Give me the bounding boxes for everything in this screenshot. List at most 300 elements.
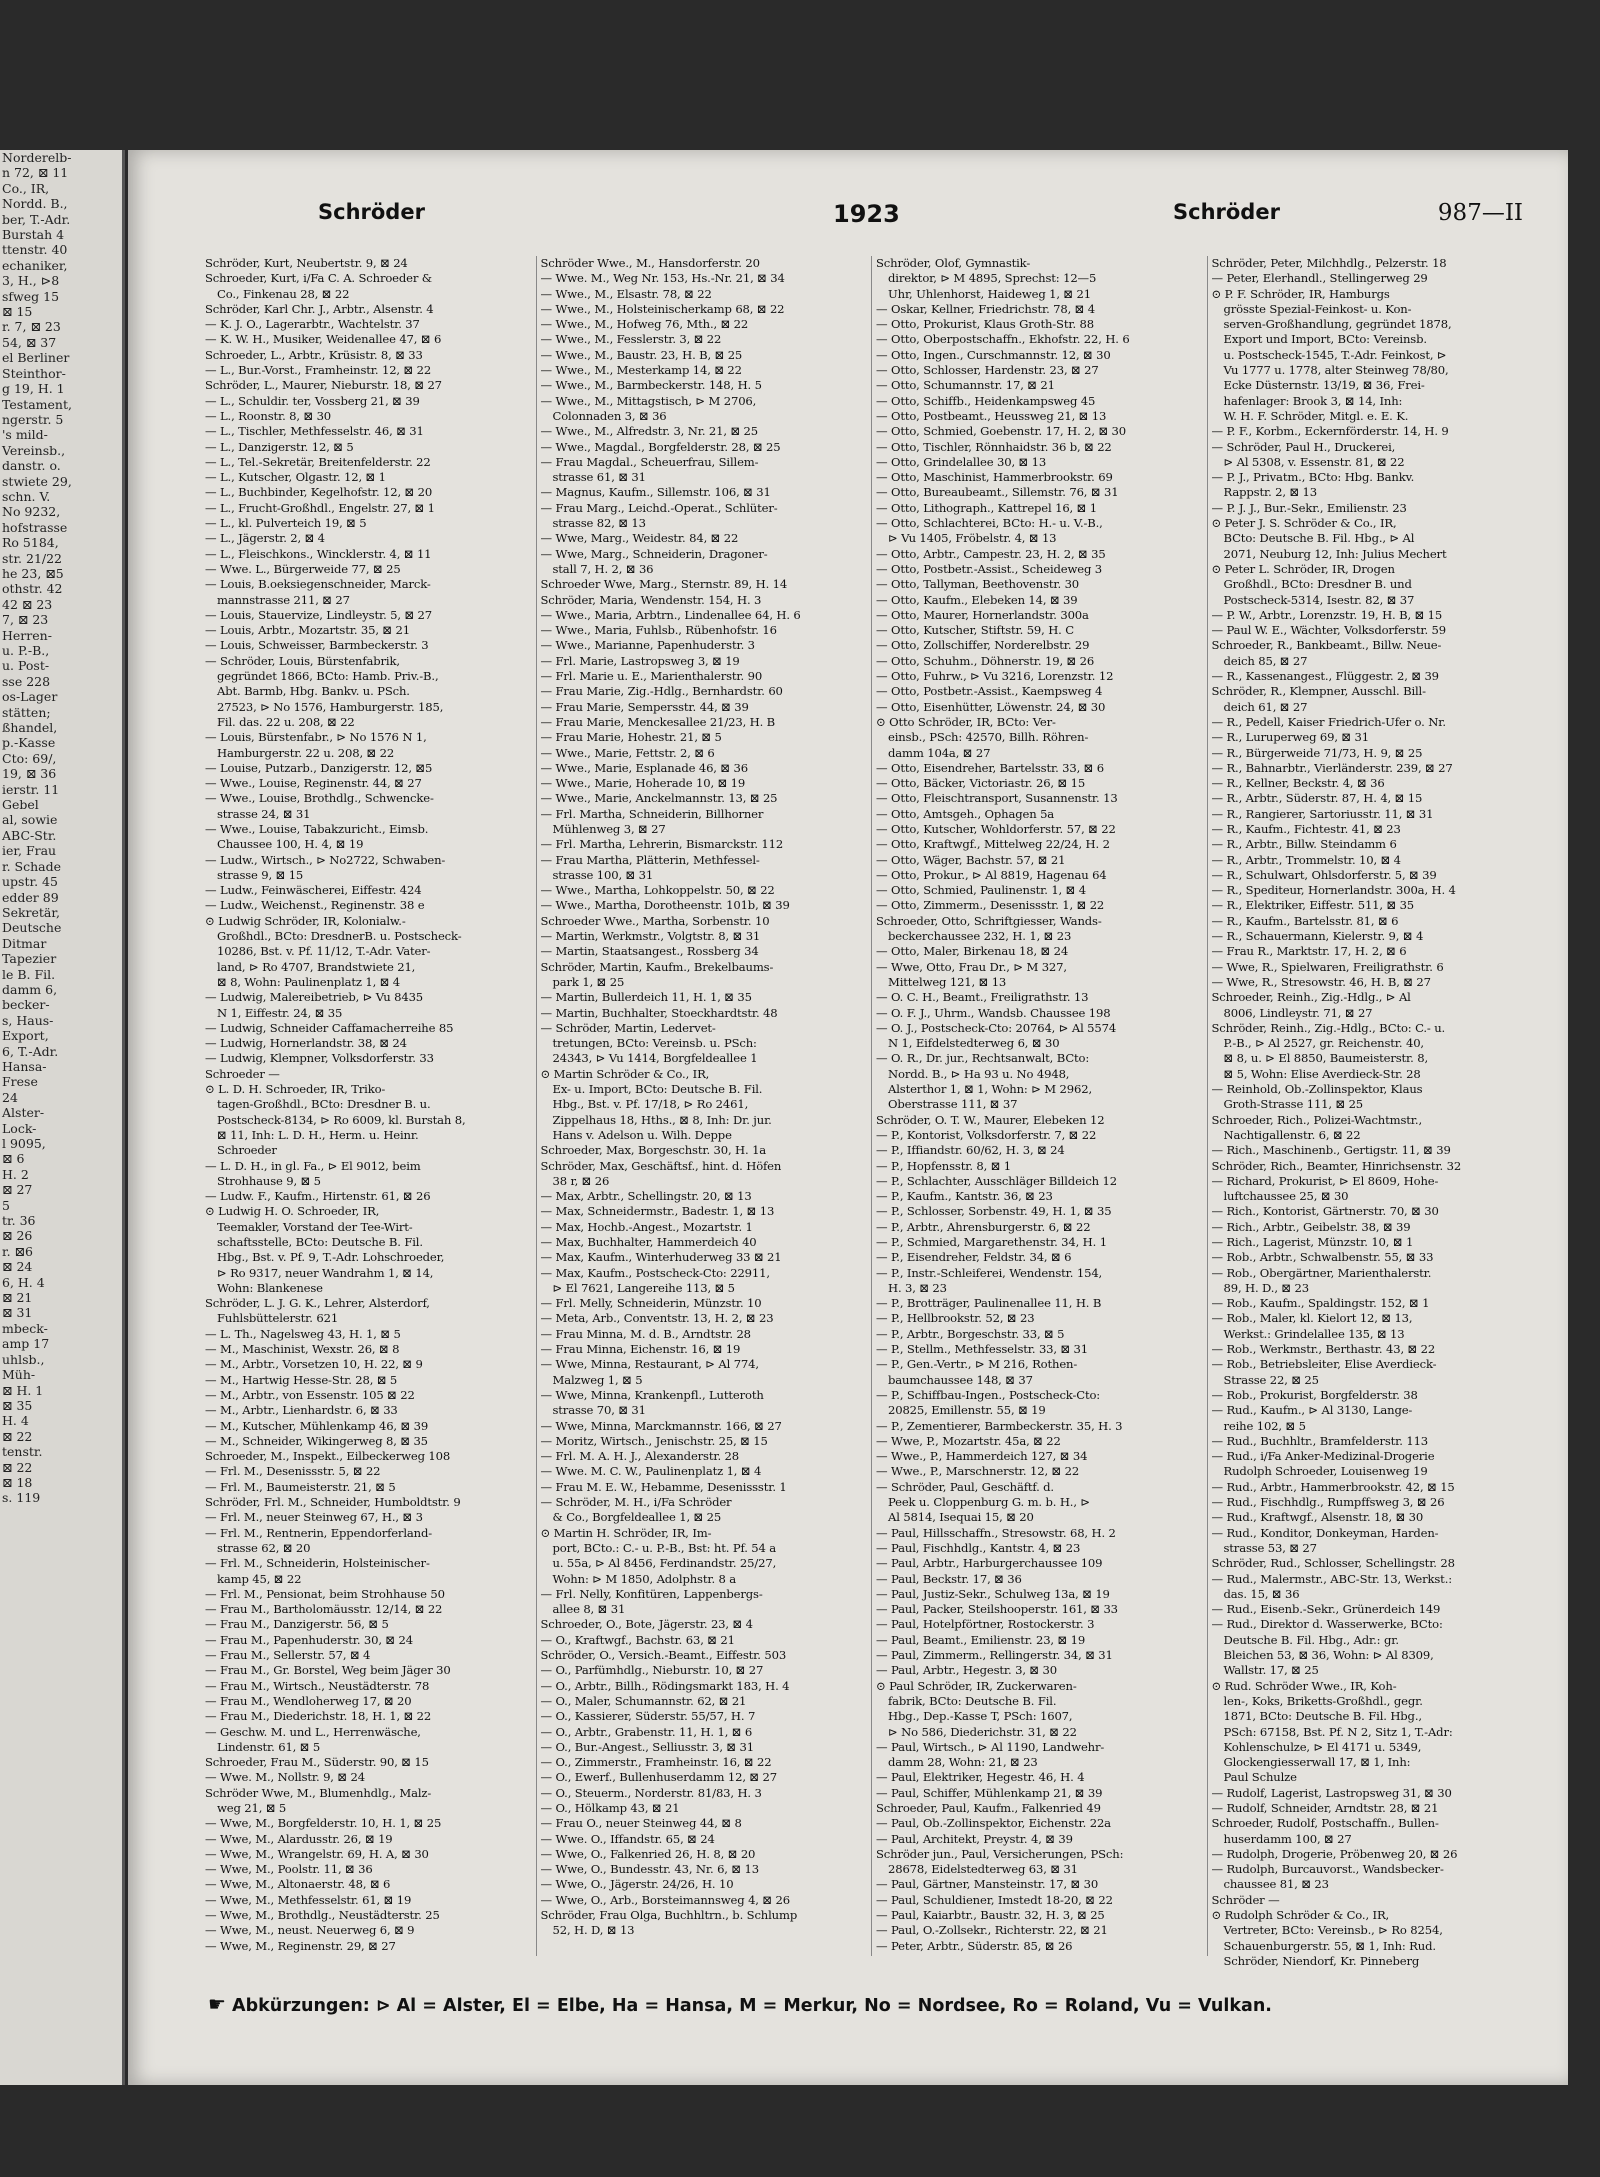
directory-entry-line: — Rud., Direktor d. Wasserwerke, BCto: bbox=[1211, 1617, 1443, 1632]
directory-entry-line: stall 7, H. 2, ⊠ 36 bbox=[552, 561, 654, 576]
directory-entry-line: — Frau O., neuer Steinweg 44, ⊠ 8 bbox=[540, 1816, 742, 1831]
directory-entry-line: — Rud., Malermstr., ABC-Str. 13, Werkst.: bbox=[1211, 1571, 1452, 1586]
directory-entry-line: — Paul, Justiz-Sekr., Schulweg 13a, ⊠ 19 bbox=[876, 1586, 1110, 1601]
directory-entry-line: — Rudolf, Schneider, Arndtstr. 28, ⊠ 21 bbox=[1211, 1800, 1439, 1815]
directory-entry-line: — Magnus, Kaufm., Sillemstr. 106, ⊠ 31 bbox=[540, 485, 771, 500]
previous-page-line: Steinthor- bbox=[2, 365, 66, 381]
directory-entry-line: — Meta, Arb., Conventstr. 13, H. 2, ⊠ 23 bbox=[540, 1311, 774, 1326]
directory-entry-line: ⊳ Vu 1405, Fröbelstr. 4, ⊠ 13 bbox=[888, 531, 1057, 546]
directory-entry-line: Postscheck-5314, Isestr. 82, ⊠ 37 bbox=[1223, 592, 1415, 607]
previous-page-line: ⊠ 35 bbox=[2, 1397, 33, 1413]
directory-entry-line: — Rob., Kaufm., Spaldingstr. 152, ⊠ 1 bbox=[1211, 1296, 1430, 1311]
directory-entry-line: — Frau M., Bartholomäusstr. 12/14, ⊠ 22 bbox=[205, 1602, 443, 1617]
directory-entry-line: Schroeder Wwe, Marg., Sternstr. 89, H. 14 bbox=[540, 577, 788, 592]
previous-page-line: 19, ⊠ 36 bbox=[2, 766, 57, 782]
directory-entry-line: — Paul, Wirtsch., ⊳ Al 1190, Landwehr- bbox=[876, 1739, 1105, 1754]
directory-entry-line: — R., Bahnarbtr., Vierländerstr. 239, ⊠ 27 bbox=[1211, 760, 1453, 775]
directory-entry-line: Abt. Barmb, Hbg. Bankv. u. PSch. bbox=[217, 684, 410, 699]
directory-entry-line: schaftsstelle, BCto: Deutsche B. Fil. bbox=[217, 1235, 423, 1249]
directory-entry-line: Großhdl., BCto: DresdnerB. u. Postscheck- bbox=[217, 929, 462, 944]
directory-entry-line: — Otto, Schmied, Paulinenstr. 1, ⊠ 4 bbox=[876, 883, 1086, 898]
directory-entry-line: ⊙ Rudolph Schröder & Co., IR, bbox=[1211, 1908, 1390, 1923]
directory-entry-line: — Wwe., M., Alfredstr. 3, Nr. 21, ⊠ 25 bbox=[540, 424, 759, 439]
directory-entry-line: — Louise, Putzarb., Danzigerstr. 12, ⊠5 bbox=[205, 760, 433, 775]
previous-page-line: amp 17 bbox=[2, 1336, 50, 1352]
directory-entry-line: Schroeder, L., Arbtr., Krüsistr. 8, ⊠ 33 bbox=[205, 347, 423, 362]
directory-entry-line: — Max, Kaufm., Winterhuderweg 33 ⊠ 21 bbox=[540, 1250, 782, 1265]
directory-entry-line: — Wwe, O., Bundesstr. 43, Nr. 6, ⊠ 13 bbox=[540, 1862, 759, 1877]
previous-page-line: Nordd. B., bbox=[2, 196, 68, 212]
directory-entry-line: Chaussee 100, H. 4, ⊠ 19 bbox=[217, 837, 364, 852]
previous-page-line: l 9095, bbox=[2, 1136, 46, 1151]
directory-entry-line: Schroeder, Frau M., Süderstr. 90, ⊠ 15 bbox=[205, 1755, 429, 1770]
directory-entry-line: — P., Kontorist, Volksdorferstr. 7, ⊠ 22 bbox=[876, 1127, 1097, 1142]
directory-entry-line: — Max, Arbtr., Schellingstr. 20, ⊠ 13 bbox=[540, 1189, 752, 1204]
directory-entry-line: — Rob., Arbtr., Schwalbenstr. 55, ⊠ 33 bbox=[1211, 1250, 1434, 1265]
previous-page-line: ⊠ 31 bbox=[2, 1305, 33, 1321]
directory-entry-line: Uhr, Uhlenhorst, Haideweg 1, ⊠ 21 bbox=[888, 286, 1091, 301]
directory-entry-line: Paul Schulze bbox=[1223, 1770, 1297, 1785]
page-number: 987—II bbox=[1437, 200, 1523, 226]
directory-entry-line: Schroeder, Rich., Polizei-Wachtmstr., bbox=[1211, 1112, 1422, 1127]
directory-entry-line: — L. Th., Nagelsweg 43, H. 1, ⊠ 5 bbox=[205, 1326, 401, 1341]
directory-entry-line: — Frau M., Gr. Borstel, Weg beim Jäger 30 bbox=[205, 1663, 451, 1678]
directory-entry-line: — Max, Hochb.-Angest., Mozartstr. 1 bbox=[540, 1219, 753, 1234]
directory-entry-line: — Otto, Maschinist, Hammerbrookstr. 69 bbox=[876, 470, 1113, 485]
directory-entry-line: — Wwe, Otto, Frau Dr., ⊳ M 327, bbox=[876, 959, 1067, 974]
previous-page-line: 3, H., ⊳8 bbox=[2, 273, 60, 289]
directory-entry-line: P.-B., ⊳ Al 2527, gr. Reichenstr. 40, bbox=[1223, 1036, 1424, 1051]
directory-entry-line: ⊠ 11, Inh: L. D. H., Herm. u. Heinr. bbox=[217, 1127, 419, 1142]
directory-entry-line: Schroeder, Kurt, i/Fa C. A. Schroeder & bbox=[205, 271, 432, 286]
directory-entry-line: Schröder, Karl Chr. J., Arbtr., Alsenstr. 4 bbox=[205, 301, 434, 316]
directory-entry-line: PSch: 67158, Bst. Pf. N 2, Sitz 1, T.-Adr: bbox=[1223, 1724, 1453, 1739]
directory-entry-line: — Otto, Kutscher, Stiftstr. 59, H. C bbox=[876, 623, 1074, 638]
directory-entry-line: Export und Import, BCto: Vereinsb. bbox=[1223, 332, 1427, 347]
directory-entry-line: — Otto, Maler, Birkenau 18, ⊠ 24 bbox=[876, 944, 1069, 959]
directory-entry-line: — Rud., Buchhltr., Bramfelderstr. 113 bbox=[1211, 1433, 1429, 1448]
directory-entry-line: — M., Hartwig Hesse-Str. 28, ⊠ 5 bbox=[205, 1372, 398, 1387]
directory-entry-line: — Otto, Prokur., ⊳ Al 8819, Hagenau 64 bbox=[876, 867, 1107, 882]
directory-entry-line: — Paul, Hillsschaffn., Stresowstr. 68, H. 2 bbox=[876, 1525, 1116, 1540]
directory-entry-line: — Wwe, O., Jägerstr. 24/26, H. 10 bbox=[540, 1877, 734, 1892]
previous-page-line: Ditmar bbox=[2, 935, 47, 951]
directory-entry-line: — L., Danzigerstr. 12, ⊠ 5 bbox=[205, 439, 354, 454]
directory-entry-line: — Frau Magdal., Scheuerfrau, Sillem- bbox=[540, 454, 759, 469]
directory-entry-line: Hbg., Dep.-Kasse T, PSch: 1607, bbox=[888, 1709, 1073, 1724]
directory-entry-line: — Martin, Werkmstr., Volgtstr. 8, ⊠ 31 bbox=[540, 929, 761, 944]
directory-entry-line: — Wwe., Marie, Hoherade 10, ⊠ 19 bbox=[540, 776, 746, 791]
directory-entry-line: Schröder Wwe., M., Hansdorferstr. 20 bbox=[540, 256, 760, 270]
directory-entry-line: serven-Großhandlung, gegründet 1878, bbox=[1223, 317, 1452, 332]
previous-page-line: 54, ⊠ 37 bbox=[2, 334, 57, 350]
directory-entry-line: — L., kl. Pulverteich 19, ⊠ 5 bbox=[205, 516, 367, 531]
directory-entry-line: — Wwe, Minna, Krankenpfl., Lutteroth bbox=[540, 1387, 764, 1402]
previous-page-line: s. 119 bbox=[2, 1490, 41, 1506]
directory-entry-line: ⊠ 8, u. ⊳ El 8850, Baumeisterstr. 8, bbox=[1223, 1051, 1428, 1066]
column-1 bbox=[201, 256, 537, 1956]
directory-entry-line: Vertreter, BCto: Vereinsb., ⊳ Ro 8254, bbox=[1223, 1923, 1443, 1938]
directory-entry-line: — Otto, Postbeamt., Heussweg 21, ⊠ 13 bbox=[876, 408, 1107, 423]
directory-entry-line: einsb., PSch: 42570, Billh. Röhren- bbox=[888, 730, 1089, 745]
directory-entry-line: — Frau R., Marktstr. 17, H. 2, ⊠ 6 bbox=[1211, 944, 1407, 959]
directory-entry-line: strasse 82, ⊠ 13 bbox=[552, 516, 646, 531]
previous-page-line: ABC-Str. bbox=[2, 827, 57, 843]
directory-entry-line: — Rud., Konditor, Donkeyman, Harden- bbox=[1211, 1525, 1439, 1540]
directory-entry-line: — Max, Schneidermstr., Badestr. 1, ⊠ 13 bbox=[540, 1204, 775, 1219]
directory-entry-line: — Rud., Fischhdlg., Rumpffsweg 3, ⊠ 26 bbox=[1211, 1495, 1445, 1510]
directory-entry-line: — Rud., i/Fa Anker-Medizinal-Drogerie bbox=[1211, 1449, 1435, 1464]
directory-entry-line: gegründet 1866, BCto: Hamb. Priv.-B., bbox=[217, 669, 439, 684]
directory-entry-line: — Paul, Beamt., Emilienstr. 23, ⊠ 19 bbox=[876, 1632, 1086, 1647]
directory-entry-line: Wallstr. 17, ⊠ 25 bbox=[1223, 1663, 1319, 1678]
directory-entry-line: Mühlenweg 3, ⊠ 27 bbox=[552, 821, 666, 836]
directory-entry-line: — Otto, Bäcker, Victoriastr. 26, ⊠ 15 bbox=[876, 776, 1086, 791]
previous-page-line: ⊠ 18 bbox=[2, 1474, 33, 1490]
directory-entry-line: strasse 100, ⊠ 31 bbox=[552, 867, 654, 882]
directory-entry-line: u. Postscheck-1545, T.-Adr. Feinkost, ⊳ bbox=[1223, 347, 1447, 362]
directory-entry-line: — Paul, Architekt, Preystr. 4, ⊠ 39 bbox=[876, 1831, 1073, 1846]
directory-entry-line: — Wwe, O., Falkenried 26, H. 8, ⊠ 20 bbox=[540, 1846, 756, 1861]
directory-entry-line: — R., Kaufm., Fichtestr. 41, ⊠ 23 bbox=[1211, 821, 1401, 836]
directory-entry-line: deich 61, ⊠ 27 bbox=[1223, 699, 1308, 714]
directory-entry-line: ⊳ Al 5308, v. Essenstr. 81, ⊠ 22 bbox=[1223, 454, 1405, 469]
previous-page-line: s, Haus- bbox=[2, 1012, 54, 1028]
directory-entry-line: Schröder, Maria, Wendenstr. 154, H. 3 bbox=[540, 592, 762, 607]
previous-page-line: ßhandel, bbox=[2, 720, 58, 736]
running-head-left: Schröder bbox=[318, 200, 425, 224]
directory-entry-line: — P., Instr.-Schleiferei, Wendenstr. 154, bbox=[876, 1265, 1103, 1280]
directory-entry-line: — R., Bürgerweide 71/73, H. 9, ⊠ 25 bbox=[1211, 745, 1423, 760]
directory-entry-line: 27523, ⊳ No 1576, Hamburgerstr. 185, bbox=[217, 699, 444, 714]
directory-entry-line: Schroeder, O., Bote, Jägerstr. 23, ⊠ 4 bbox=[540, 1617, 753, 1632]
directory-entry-line: Schröder, Frau Olga, Buchhltrn., b. Schlump bbox=[540, 1908, 798, 1923]
previous-page-line: sse 228 bbox=[2, 673, 51, 689]
directory-entry-line: ⊙ Martin Schröder & Co., IR, bbox=[540, 1066, 710, 1081]
directory-entry-line: — P., Arbtr., Ahrensburgerstr. 6, ⊠ 22 bbox=[876, 1219, 1091, 1234]
directory-entry-line: — Frl. M., neuer Steinweg 67, H., ⊠ 3 bbox=[205, 1510, 423, 1525]
directory-entry-line: 2071, Neuburg 12, Inh: Julius Mechert bbox=[1223, 546, 1447, 561]
directory-entry-line: Schröder, L. J. G. K., Lehrer, Alsterdorf, bbox=[205, 1296, 430, 1311]
directory-entry-line: Lindenstr. 61, ⊠ 5 bbox=[217, 1739, 321, 1754]
directory-entry-line: — Frau M., Wirtsch., Neustädterstr. 78 bbox=[205, 1678, 430, 1693]
directory-entry-line: — Wwe., M., Barmbeckerstr. 148, H. 5 bbox=[540, 378, 762, 393]
directory-entry-line: — Wwe., M., Fesslerstr. 3, ⊠ 22 bbox=[540, 332, 722, 347]
directory-entry-line: — Frl. Marie, Lastropsweg 3, ⊠ 19 bbox=[540, 653, 740, 668]
directory-entry-line: 89, H. D., ⊠ 23 bbox=[1223, 1280, 1309, 1295]
directory-entry-line: — Wwe., Marie, Fettstr. 2, ⊠ 6 bbox=[540, 745, 715, 760]
previous-page-line: str. 21/22 bbox=[2, 550, 63, 566]
directory-entry-line: — Paul W. E., Wächter, Volksdorferstr. 59 bbox=[1211, 623, 1447, 638]
directory-entry-line: ⊙ Ludwig H. O. Schroeder, IR, bbox=[205, 1204, 380, 1219]
directory-entry-line: Schröder, Olof, Gymnastik- bbox=[876, 256, 1031, 270]
directory-entry-line: Groth-Strasse 111, ⊠ 25 bbox=[1223, 1097, 1364, 1112]
directory-entry-line: Deutsche B. Fil. Hbg., Adr.: gr. bbox=[1223, 1632, 1399, 1647]
directory-entry-line: tagen-Großhdl., BCto: Dresdner B. u. bbox=[217, 1097, 431, 1112]
previous-page-line: Ro 5184, bbox=[2, 535, 59, 551]
directory-entry-line: — Frau Marie, Sempersstr. 44, ⊠ 39 bbox=[540, 699, 749, 714]
directory-entry-line: — Otto, Schiffb., Heidenkampsweg 45 bbox=[876, 393, 1096, 408]
column-2 bbox=[537, 256, 873, 1956]
directory-entry-line: — K. J. O., Lagerarbtr., Wachtelstr. 37 bbox=[205, 317, 420, 332]
directory-entry-line: Schröder, Niendorf, Kr. Pinneberg bbox=[1223, 1953, 1420, 1968]
directory-entry-line: ⊙ Otto Schröder, IR, BCto: Ver- bbox=[876, 714, 1056, 729]
directory-entry-line: Schroeder, Reinh., Zig.-Hdlg., ⊳ Al bbox=[1211, 990, 1411, 1005]
directory-entry-line: — Wwe, M., Poolstr. 11, ⊠ 36 bbox=[205, 1862, 373, 1877]
directory-entry-line: kamp 45, ⊠ 22 bbox=[217, 1571, 302, 1586]
directory-entry-line: ⊙ Martin H. Schröder, IR, Im- bbox=[540, 1525, 712, 1540]
directory-entry-line: 38 r, ⊠ 26 bbox=[552, 1173, 610, 1188]
previous-page-line: ngerstr. 5 bbox=[2, 411, 64, 427]
directory-entry-line: Schroeder, Paul, Kaufm., Falkenried 49 bbox=[876, 1800, 1101, 1815]
directory-entry-line: — Paul, Ob.-Zollinspektor, Eichenstr. 22a bbox=[876, 1816, 1111, 1831]
directory-entry-line: — Moritz, Wirtsch., Jenischstr. 25, ⊠ 15 bbox=[540, 1433, 768, 1448]
directory-entry-line: Schröder, L., Maurer, Nieburstr. 18, ⊠ 27 bbox=[205, 378, 442, 393]
directory-entry-line: — Wwe., P., Hammerdeich 127, ⊠ 34 bbox=[876, 1449, 1088, 1464]
directory-entry-line: — Rudolph, Drogerie, Pröbenweg 20, ⊠ 26 bbox=[1211, 1846, 1458, 1861]
directory-entry-line: — M., Schneider, Wikingerweg 8, ⊠ 35 bbox=[205, 1433, 428, 1448]
directory-entry-line: — O. J., Postscheck-Cto: 20764, ⊳ Al 5574 bbox=[876, 1020, 1117, 1035]
directory-entry-line: — R., Elektriker, Eiffestr. 511, ⊠ 35 bbox=[1211, 898, 1415, 913]
column-3 bbox=[872, 256, 1208, 1956]
directory-entry-line: ⊙ Peter L. Schröder, IR, Drogen bbox=[1211, 561, 1395, 576]
directory-entry-line: — Wwe, M., Methfesselstr. 61, ⊠ 19 bbox=[205, 1892, 412, 1907]
directory-entry-line: — K. W. H., Musiker, Weidenallee 47, ⊠ 6 bbox=[205, 332, 442, 347]
directory-entry-line: — Otto, Oberpostschaffn., Ekhofstr. 22, H. 6 bbox=[876, 332, 1130, 347]
directory-entry-line: Kohlenschulze, ⊳ El 4171 u. 5349, bbox=[1223, 1739, 1422, 1754]
directory-entry-line: — Wwe, M., Wrangelstr. 69, H. A, ⊠ 30 bbox=[205, 1846, 429, 1861]
previous-page-line: Hansa- bbox=[2, 1058, 47, 1074]
directory-entry-line: fabrik, BCto: Deutsche B. Fil. bbox=[888, 1693, 1057, 1708]
directory-entry-line: — Otto, Zimmerm., Desenissstr. 1, ⊠ 22 bbox=[876, 898, 1105, 913]
directory-entry-line: — Louis, Stauervize, Lindleystr. 5, ⊠ 27 bbox=[205, 607, 432, 622]
directory-entry-line: — R., Kellner, Beckstr. 4, ⊠ 36 bbox=[1211, 776, 1385, 791]
directory-entry-line: — O., Maler, Schumannstr. 62, ⊠ 21 bbox=[540, 1693, 747, 1708]
directory-entry-line: — Paul, Arbtr., Hegestr. 3, ⊠ 30 bbox=[876, 1663, 1057, 1678]
directory-entry-line: — Wwe, Marg., Weidestr. 84, ⊠ 22 bbox=[540, 531, 739, 546]
previous-page-line: Vereinsb., bbox=[2, 442, 66, 458]
directory-entry-line: — P., Schlachter, Ausschläger Billdeich 12 bbox=[876, 1173, 1117, 1188]
directory-entry-line: Schroeder Wwe., Martha, Sorbenstr. 10 bbox=[540, 913, 770, 928]
directory-entry-line: — Wwe. M., Weg Nr. 153, Hs.-Nr. 21, ⊠ 34 bbox=[540, 271, 785, 286]
directory-entry-line: — L., Jägerstr. 2, ⊠ 4 bbox=[205, 531, 325, 546]
directory-entry-line: — Otto, Schmied, Goebenstr. 17, H. 2, ⊠ 30 bbox=[876, 424, 1127, 439]
previous-page-line: Sekretär, bbox=[2, 904, 60, 920]
directory-entry-line: park 1, ⊠ 25 bbox=[552, 974, 625, 989]
directory-entry-line: len-, Koks, Briketts-Großhdl., gegr. bbox=[1223, 1693, 1423, 1708]
directory-entry-line: — Wwe, M., Reginenstr. 29, ⊠ 27 bbox=[205, 1938, 396, 1953]
directory-entry-line: — O., Parfümhdlg., Nieburstr. 10, ⊠ 27 bbox=[540, 1663, 764, 1678]
directory-entry-line: Glockengiesserwall 17, ⊠ 1, Inh: bbox=[1223, 1755, 1411, 1770]
directory-entry-line: — O., Bur.-Angest., Selliusstr. 3, ⊠ 31 bbox=[540, 1739, 754, 1754]
directory-entry-line: — Paul, Beckstr. 17, ⊠ 36 bbox=[876, 1571, 1022, 1586]
directory-entry-line: — Rudolph, Burcauvorst., Wandsbecker- bbox=[1211, 1862, 1444, 1877]
directory-entry-line: — Otto, Maurer, Hornerlandstr. 300a bbox=[876, 607, 1089, 622]
directory-entry-line: Schröder jun., Paul, Versicherungen, PSch: bbox=[876, 1846, 1124, 1861]
previous-page-line: r. ⊠6 bbox=[2, 1243, 33, 1259]
directory-entry-line: — R., Pedell, Kaiser Friedrich-Ufer o. Nr. bbox=[1211, 714, 1446, 729]
directory-entry-line: allee 8, ⊠ 31 bbox=[552, 1602, 626, 1617]
previous-page-line: Co., IR, bbox=[2, 180, 50, 196]
directory-entry-line: grösste Spezial-Feinkost- u. Kon- bbox=[1223, 301, 1412, 316]
directory-entry-line: Strohhause 9, ⊠ 5 bbox=[217, 1173, 321, 1188]
directory-entry-line: — P., Gen.-Vertr., ⊳ M 216, Rothen- bbox=[876, 1357, 1078, 1372]
previous-page-line: tenstr. bbox=[2, 1444, 43, 1460]
previous-page-line: stwiete 29, bbox=[2, 473, 72, 489]
directory-entry-line: — P., Iffiandstr. 60/62, H. 3, ⊠ 24 bbox=[876, 1143, 1065, 1158]
directory-entry-line: — Otto, Kutscher, Wohldorferstr. 57, ⊠ 22 bbox=[876, 821, 1116, 836]
previous-page-line: upstr. 45 bbox=[2, 874, 58, 890]
directory-entry-line: — Rud., Arbtr., Hammerbrookstr. 42, ⊠ 15 bbox=[1211, 1479, 1455, 1494]
previous-page-line: 7, ⊠ 23 bbox=[2, 612, 49, 628]
directory-entry-line: — Frau Marie, Menckesallee 21/23, H. B bbox=[540, 714, 776, 729]
directory-entry-line: — Louis, Bürstenfabr., ⊳ No 1576 N 1, bbox=[205, 730, 427, 745]
directory-entry-line: — O., Kassierer, Süderstr. 55/57, H. 7 bbox=[540, 1709, 756, 1724]
previous-page-line: le B. Fil. bbox=[2, 966, 56, 982]
directory-entry-line: Schroeder, Rudolf, Postschaffn., Bullen- bbox=[1211, 1816, 1439, 1831]
directory-entry-line: — Wwe., M., Mittagstisch, ⊳ M 2706, bbox=[540, 393, 757, 408]
directory-entry-line: — Ludw., Wirtsch., ⊳ No2722, Schwaben- bbox=[205, 852, 446, 867]
directory-entry-line: — Otto, Eisendreher, Bartelsstr. 33, ⊠ 6 bbox=[876, 760, 1104, 775]
abbreviations-text: Abkürzungen: ⊳ Al = Alster, El = Elbe, Ha = Hansa, M = Merkur, No = Nordsee, Ro = Roland, Vu = Vulkan. bbox=[232, 1996, 1272, 2016]
directory-entry-line: — Rich., Maschinenb., Gertigstr. 11, ⊠ 39 bbox=[1211, 1143, 1451, 1158]
directory-entry-line: Schröder, Martin, Kaufm., Brekelbaums- bbox=[540, 959, 774, 974]
previous-page-line: u. P.-B., bbox=[2, 643, 50, 658]
directory-entry-line: — Frl. M., Rentnerin, Eppendorferland- bbox=[205, 1525, 433, 1540]
directory-entry-line: — O. C. H., Beamt., Freiligrathstr. 13 bbox=[876, 990, 1089, 1005]
directory-entry-line: 28678, Eidelstedterweg 63, ⊠ 31 bbox=[888, 1862, 1078, 1877]
directory-entry-line: — L., Tischler, Methfesselstr. 46, ⊠ 31 bbox=[205, 424, 424, 439]
directory-entry-line: 10286, Bst. v. Pf. 11/12, T.-Adr. Vater- bbox=[217, 944, 431, 959]
directory-entry-line: Schauenburgerstr. 55, ⊠ 1, Inh: Rud. bbox=[1223, 1938, 1436, 1953]
directory-entry-line: Vu 1777 u. 1778, alter Steinweg 78/80, bbox=[1223, 363, 1449, 378]
directory-entry-line: — Richard, Prokurist, ⊳ El 8609, Hohe- bbox=[1211, 1173, 1439, 1188]
previous-page-line: g 19, H. 1 bbox=[2, 381, 65, 397]
directory-entry-line: — Geschw. M. und L., Herrenwäsche, bbox=[205, 1724, 421, 1739]
directory-entry-line: — Otto, Tischler, Rönnhaidstr. 36 b, ⊠ 22 bbox=[876, 439, 1112, 454]
directory-entry-line: — Frau Marg., Leichd.-Operat., Schlüter- bbox=[540, 500, 778, 515]
directory-entry-line: — Rich., Arbtr., Geibelstr. 38, ⊠ 39 bbox=[1211, 1219, 1411, 1234]
previous-page-line: Tapezier bbox=[2, 951, 57, 967]
directory-entry-line: — Wwe. M., Nollstr. 9, ⊠ 24 bbox=[205, 1770, 365, 1785]
directory-entry-line: — Otto, Fleischtransport, Susannenstr. 13 bbox=[876, 791, 1118, 806]
directory-entry-line: — Otto, Schlachterei, BCto: H.- u. V.-B., bbox=[876, 516, 1103, 531]
directory-entry-line: — Wwe., Maria, Fuhlsb., Rübenhofstr. 16 bbox=[540, 623, 777, 638]
directory-entry-line: — Ludw., Weichenst., Reginenstr. 38 e bbox=[205, 898, 425, 913]
directory-entry-line: mannstrasse 211, ⊠ 27 bbox=[217, 592, 350, 607]
previous-page-line: stätten; bbox=[2, 704, 51, 720]
directory-entry-line: — Wwe. M. C. W., Paulinenplatz 1, ⊠ 4 bbox=[540, 1464, 762, 1479]
directory-entry-line: Fil. das. 22 u. 208, ⊠ 22 bbox=[217, 714, 355, 729]
directory-entry-line: Strasse 22, ⊠ 25 bbox=[1223, 1372, 1319, 1387]
directory-entry-line: — Wwe, M., Altonaerstr. 48, ⊠ 6 bbox=[205, 1877, 391, 1892]
directory-entry-line: — Paul, Schiffer, Mühlenkamp 21, ⊠ 39 bbox=[876, 1785, 1103, 1800]
directory-entry-line: — Wwe., M., Mesterkamp 14, ⊠ 22 bbox=[540, 363, 742, 378]
directory-entry-line: — Otto, Postbetr.-Assist., Scheideweg 3 bbox=[876, 561, 1103, 576]
directory-entry-line: — Rud., Kaufm., ⊳ Al 3130, Lange- bbox=[1211, 1403, 1413, 1418]
directory-entry-line: — P. J. J., Bur.-Sekr., Emilienstr. 23 bbox=[1211, 500, 1407, 515]
directory-entry-line: Schroeder, Max, Borgeschstr. 30, H. 1a bbox=[540, 1143, 767, 1158]
directory-entry-line: — Paul, Elektriker, Hegestr. 46, H. 4 bbox=[876, 1770, 1085, 1785]
directory-entry-line: Ecke Düsternstr. 13/19, ⊠ 36, Frei- bbox=[1223, 378, 1425, 393]
directory-entry-line: Schröder — bbox=[1211, 1892, 1280, 1907]
directory-entry-line: — Wwe., Martha, Dorotheenstr. 101b, ⊠ 39 bbox=[540, 898, 790, 913]
directory-page bbox=[128, 150, 1568, 2085]
directory-entry-line: Schröder Wwe, M., Blumenhdlg., Malz- bbox=[205, 1785, 432, 1800]
directory-entry-line: — R., Kassenangest., Flüggestr. 2, ⊠ 39 bbox=[1211, 669, 1439, 684]
directory-entry-line: — Paul, Hotelpförtner, Rostockerstr. 3 bbox=[876, 1617, 1095, 1632]
directory-entry-line: — Martin, Staatsangest., Rossberg 34 bbox=[540, 944, 759, 959]
directory-entry-line: 52, H. D, ⊠ 13 bbox=[552, 1923, 635, 1938]
directory-entry-line: — Otto, Tallyman, Beethovenstr. 30 bbox=[876, 577, 1080, 592]
directory-entry-line: Al 5814, Isequai 15, ⊠ 20 bbox=[888, 1510, 1034, 1525]
previous-page-line: ⊠ 27 bbox=[2, 1182, 33, 1198]
previous-page-line: 's mild- bbox=[2, 427, 48, 443]
directory-entry-line: — L., Buchbinder, Kegelhofstr. 12, ⊠ 20 bbox=[205, 485, 433, 500]
directory-entry-line: — Schröder, Louis, Bürstenfabrik, bbox=[205, 653, 400, 668]
directory-entry-line: — Wwe, M., Borgfelderstr. 10, H. 1, ⊠ 25 bbox=[205, 1816, 442, 1831]
previous-page-line: he 23, ⊠5 bbox=[2, 565, 64, 581]
directory-entry-line: — Wwe, Minna, Marckmannstr. 166, ⊠ 27 bbox=[540, 1418, 782, 1433]
directory-entry-line: Schroeder, R., Bankbeamt., Billw. Neue- bbox=[1211, 638, 1442, 653]
previous-page-line: al, sowie bbox=[2, 812, 58, 828]
directory-entry-line: — Wwe., P., Marschnerstr. 12, ⊠ 22 bbox=[876, 1464, 1080, 1479]
directory-entry-line: Hbg., Bst. v. Pf. 9, T.-Adr. Lohschroeder, bbox=[217, 1250, 445, 1265]
directory-entry-line: — R., Kaufm., Bartelsstr. 81, ⊠ 6 bbox=[1211, 913, 1399, 928]
directory-entry-line: — Otto, Postbetr.-Assist., Kaempsweg 4 bbox=[876, 684, 1103, 699]
previous-page-line: ttenstr. 40 bbox=[2, 242, 68, 258]
directory-entry-line: strasse 9, ⊠ 15 bbox=[217, 867, 304, 882]
previous-page-line: ⊠ 21 bbox=[2, 1290, 33, 1306]
directory-entry-line: ⊠ 8, Wohn: Paulinenplatz 1, ⊠ 4 bbox=[217, 974, 401, 989]
previous-page-line: 5 bbox=[2, 1197, 10, 1213]
directory-entry-line: — Otto, Prokurist, Klaus Groth-Str. 88 bbox=[876, 317, 1095, 332]
previous-page-line: ⊠ 22 bbox=[2, 1428, 33, 1444]
directory-entry-line: — Louis, Arbtr., Mozartstr. 35, ⊠ 21 bbox=[205, 623, 410, 638]
previous-page-line: 6, H. 4 bbox=[2, 1274, 45, 1290]
directory-entry-line: — M., Kutscher, Mühlenkamp 46, ⊠ 39 bbox=[205, 1418, 429, 1433]
previous-page-line: danstr. o. bbox=[2, 458, 61, 474]
directory-entry-line: reihe 102, ⊠ 5 bbox=[1223, 1418, 1306, 1433]
directory-entry-line: — Wwe. O., Iffandstr. 65, ⊠ 24 bbox=[540, 1831, 715, 1846]
previous-page-line: schn. V. bbox=[2, 488, 51, 504]
directory-entry-line: — L., Schuldir. ter, Vossberg 21, ⊠ 39 bbox=[205, 393, 420, 408]
directory-entry-line: ⊳ El 7621, Langereihe 113, ⊠ 5 bbox=[552, 1280, 735, 1295]
directory-entry-line: ⊠ 5, Wohn: Elise Averdieck-Str. 28 bbox=[1223, 1066, 1421, 1081]
page-header bbox=[188, 200, 1523, 234]
directory-entry-line: Oberstrasse 111, ⊠ 37 bbox=[888, 1097, 1018, 1112]
directory-entry-line: — Rob., Maler, kl. Kielort 12, ⊠ 13, bbox=[1211, 1311, 1413, 1326]
directory-entry-line: ⊙ P. F. Schröder, IR, Hamburgs bbox=[1211, 286, 1390, 301]
directory-entry-line: — Ludwig, Hornerlandstr. 38, ⊠ 24 bbox=[205, 1036, 407, 1051]
directory-entry-line: Ex- u. Import, BCto: Deutsche B. Fil. bbox=[552, 1082, 763, 1097]
directory-entry-line: — Ludwig, Klempner, Volksdorferstr. 33 bbox=[205, 1051, 434, 1066]
directory-entry-line: 8006, Lindleystr. 71, ⊠ 27 bbox=[1223, 1005, 1373, 1020]
directory-entry-line: — Otto, Lithograph., Kattrepel 16, ⊠ 1 bbox=[876, 500, 1097, 515]
directory-entry-line: ⊙ Ludwig Schröder, IR, Kolonialw.- bbox=[205, 913, 406, 928]
directory-entry-line: — Paul, Zimmerm., Rellingerstr. 34, ⊠ 31 bbox=[876, 1648, 1113, 1663]
directory-entry-line: — Schröder, M. H., i/Fa Schröder bbox=[540, 1495, 732, 1510]
directory-entry-line: — Frl. Melly, Schneiderin, Münzstr. 10 bbox=[540, 1296, 762, 1311]
directory-entry-line: — Wwe, O., Arb., Borsteimannsweg 4, ⊠ 26 bbox=[540, 1892, 790, 1907]
running-head-year: 1923 bbox=[833, 200, 900, 228]
directory-entry-line: — Rob., Obergärtner, Marienthalerstr. bbox=[1211, 1265, 1432, 1280]
directory-entry-line: BCto: Deutsche B. Fil. Hbg., ⊳ Al bbox=[1223, 531, 1415, 546]
directory-entry-line: Bleichen 53, ⊠ 36, Wohn: ⊳ Al 8309, bbox=[1223, 1648, 1434, 1663]
directory-entry-line: 20825, Emillenstr. 55, ⊠ 19 bbox=[888, 1403, 1046, 1418]
directory-entry-line: — P., Eisendreher, Feldstr. 34, ⊠ 6 bbox=[876, 1250, 1072, 1265]
directory-entry-line: Schroeder bbox=[217, 1143, 277, 1158]
